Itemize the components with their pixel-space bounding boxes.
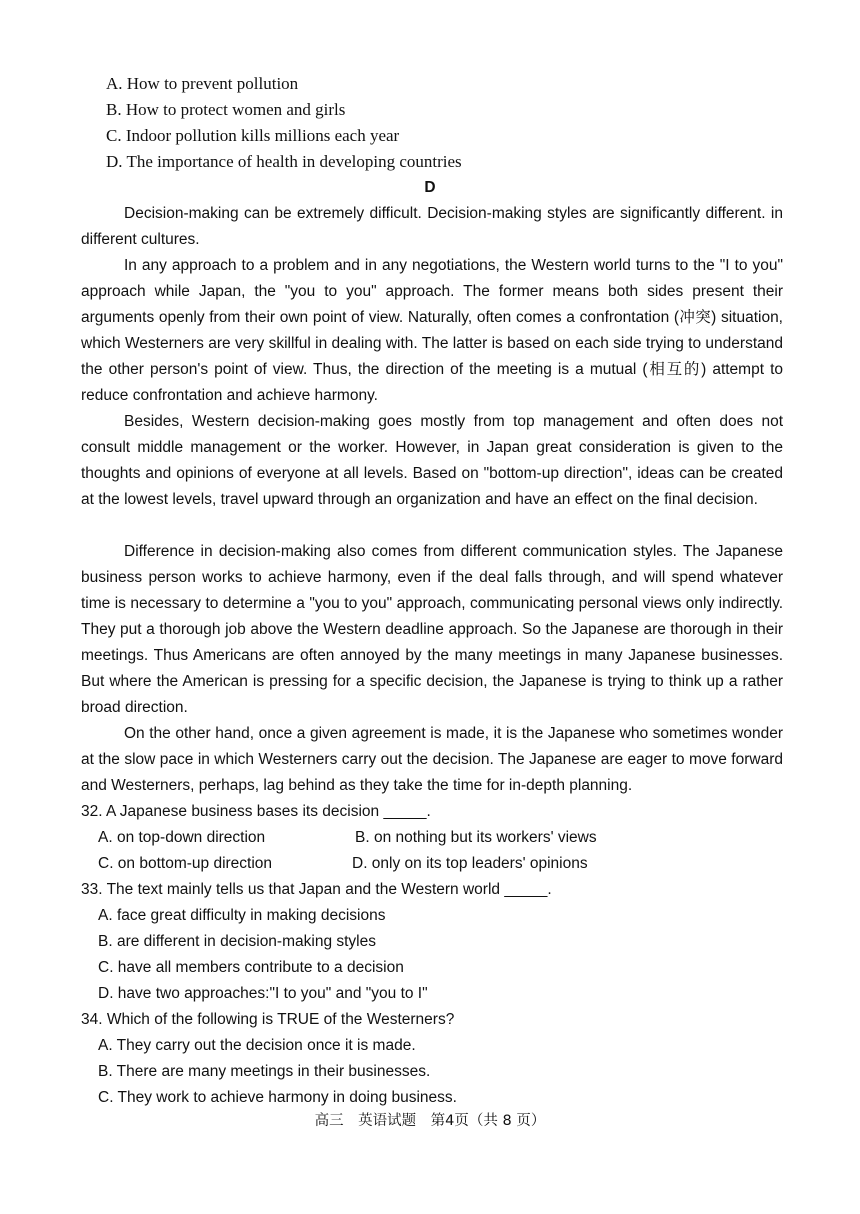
passage-paragraph-2: In any approach to a problem and in any negotiations, the Western world turns to the "I to you" approach while Japan, the "you to you" approach. The former means both sides present their arguments openly from their own point of view. Naturally, often comes a confrontation (冲突) situation, which Westerners are very skillful in dealing with. The latter is based on each side trying to understand the other person's point of view. Thus, the direction of the meeting is a mutual (相互的) attempt to reduce confrontation and achieve harmony. [81, 257, 783, 404]
question-32-option-a[interactable]: A. on top-down direction [98, 829, 266, 846]
question-33-stem: 33. The text mainly tells us that Japan and the Western world _____. [81, 881, 552, 898]
question-33-option-a[interactable]: A. face great difficulty in making decisions [98, 907, 386, 924]
question-32-option-d[interactable]: D. only on its top leaders' opinions [352, 855, 588, 872]
passage-paragraph-4: Difference in decision-making also comes from different communication styles. The Japanese business person works to achieve harmony, even if the deal falls through, and will spend whatever time is necessary to determine a "you to you" approach, communicating personal views only indirectly. They put a thorough job above the Western deadline approach. So the Japanese are thorough in their meetings. Thus Americans are often annoyed by the many meetings in many Japanese businesses. But where the American is pressing for a specific decision, the Japanese is trying to think up a rather broad direction. [81, 543, 783, 716]
prev-option-c[interactable]: C. Indoor pollution kills millions each year [106, 126, 400, 145]
page-footer: 高三 英语试题 第4页（共 8 页） [314, 1113, 546, 1129]
question-34-stem: 34. Which of the following is TRUE of the Westerners? [81, 1011, 455, 1028]
question-32-option-b[interactable]: B. on nothing but its workers' views [355, 829, 597, 846]
prev-option-d[interactable]: D. The importance of health in developing countries [106, 152, 462, 171]
passage-paragraph-3: Besides, Western decision-making goes mostly from top management and often does not consult middle management or the worker. However, in Japan great consideration is given to the thoughts and opinions of everyone at all levels. Based on "bottom-up direction", ideas can be created at the lowest levels, travel upward through an organization and have an effect on the final decision. [81, 413, 783, 508]
question-32-stem: 32. A Japanese business bases its decision _____. [81, 803, 431, 820]
prev-option-a[interactable]: A. How to prevent pollution [106, 74, 299, 93]
question-33-option-b[interactable]: B. are different in decision-making styles [98, 933, 376, 950]
question-34-option-c[interactable]: C. They work to achieve harmony in doing business. [98, 1089, 457, 1106]
section-heading: D [424, 179, 436, 196]
prev-option-b[interactable]: B. How to protect women and girls [106, 100, 346, 119]
question-33-option-c[interactable]: C. have all members contribute to a decision [98, 959, 404, 976]
question-32-option-c[interactable]: C. on bottom-up direction [98, 855, 273, 872]
question-34-option-a[interactable]: A. They carry out the decision once it is made. [98, 1037, 416, 1054]
passage-paragraph-1: Decision-making can be extremely difficult. Decision-making styles are significantly different. in different cultures. [81, 205, 783, 248]
passage-paragraph-5: On the other hand, once a given agreement is made, it is the Japanese who sometimes wonder at the slow pace in which Westerners carry out the decision. The Japanese are eager to move forward and Westerners, perhaps, lag behind as they take the time for in-depth planning. [81, 725, 783, 794]
question-34-option-b[interactable]: B. There are many meetings in their businesses. [98, 1063, 431, 1080]
question-33-option-d[interactable]: D. have two approaches:"I to you" and "you to I" [98, 985, 428, 1002]
